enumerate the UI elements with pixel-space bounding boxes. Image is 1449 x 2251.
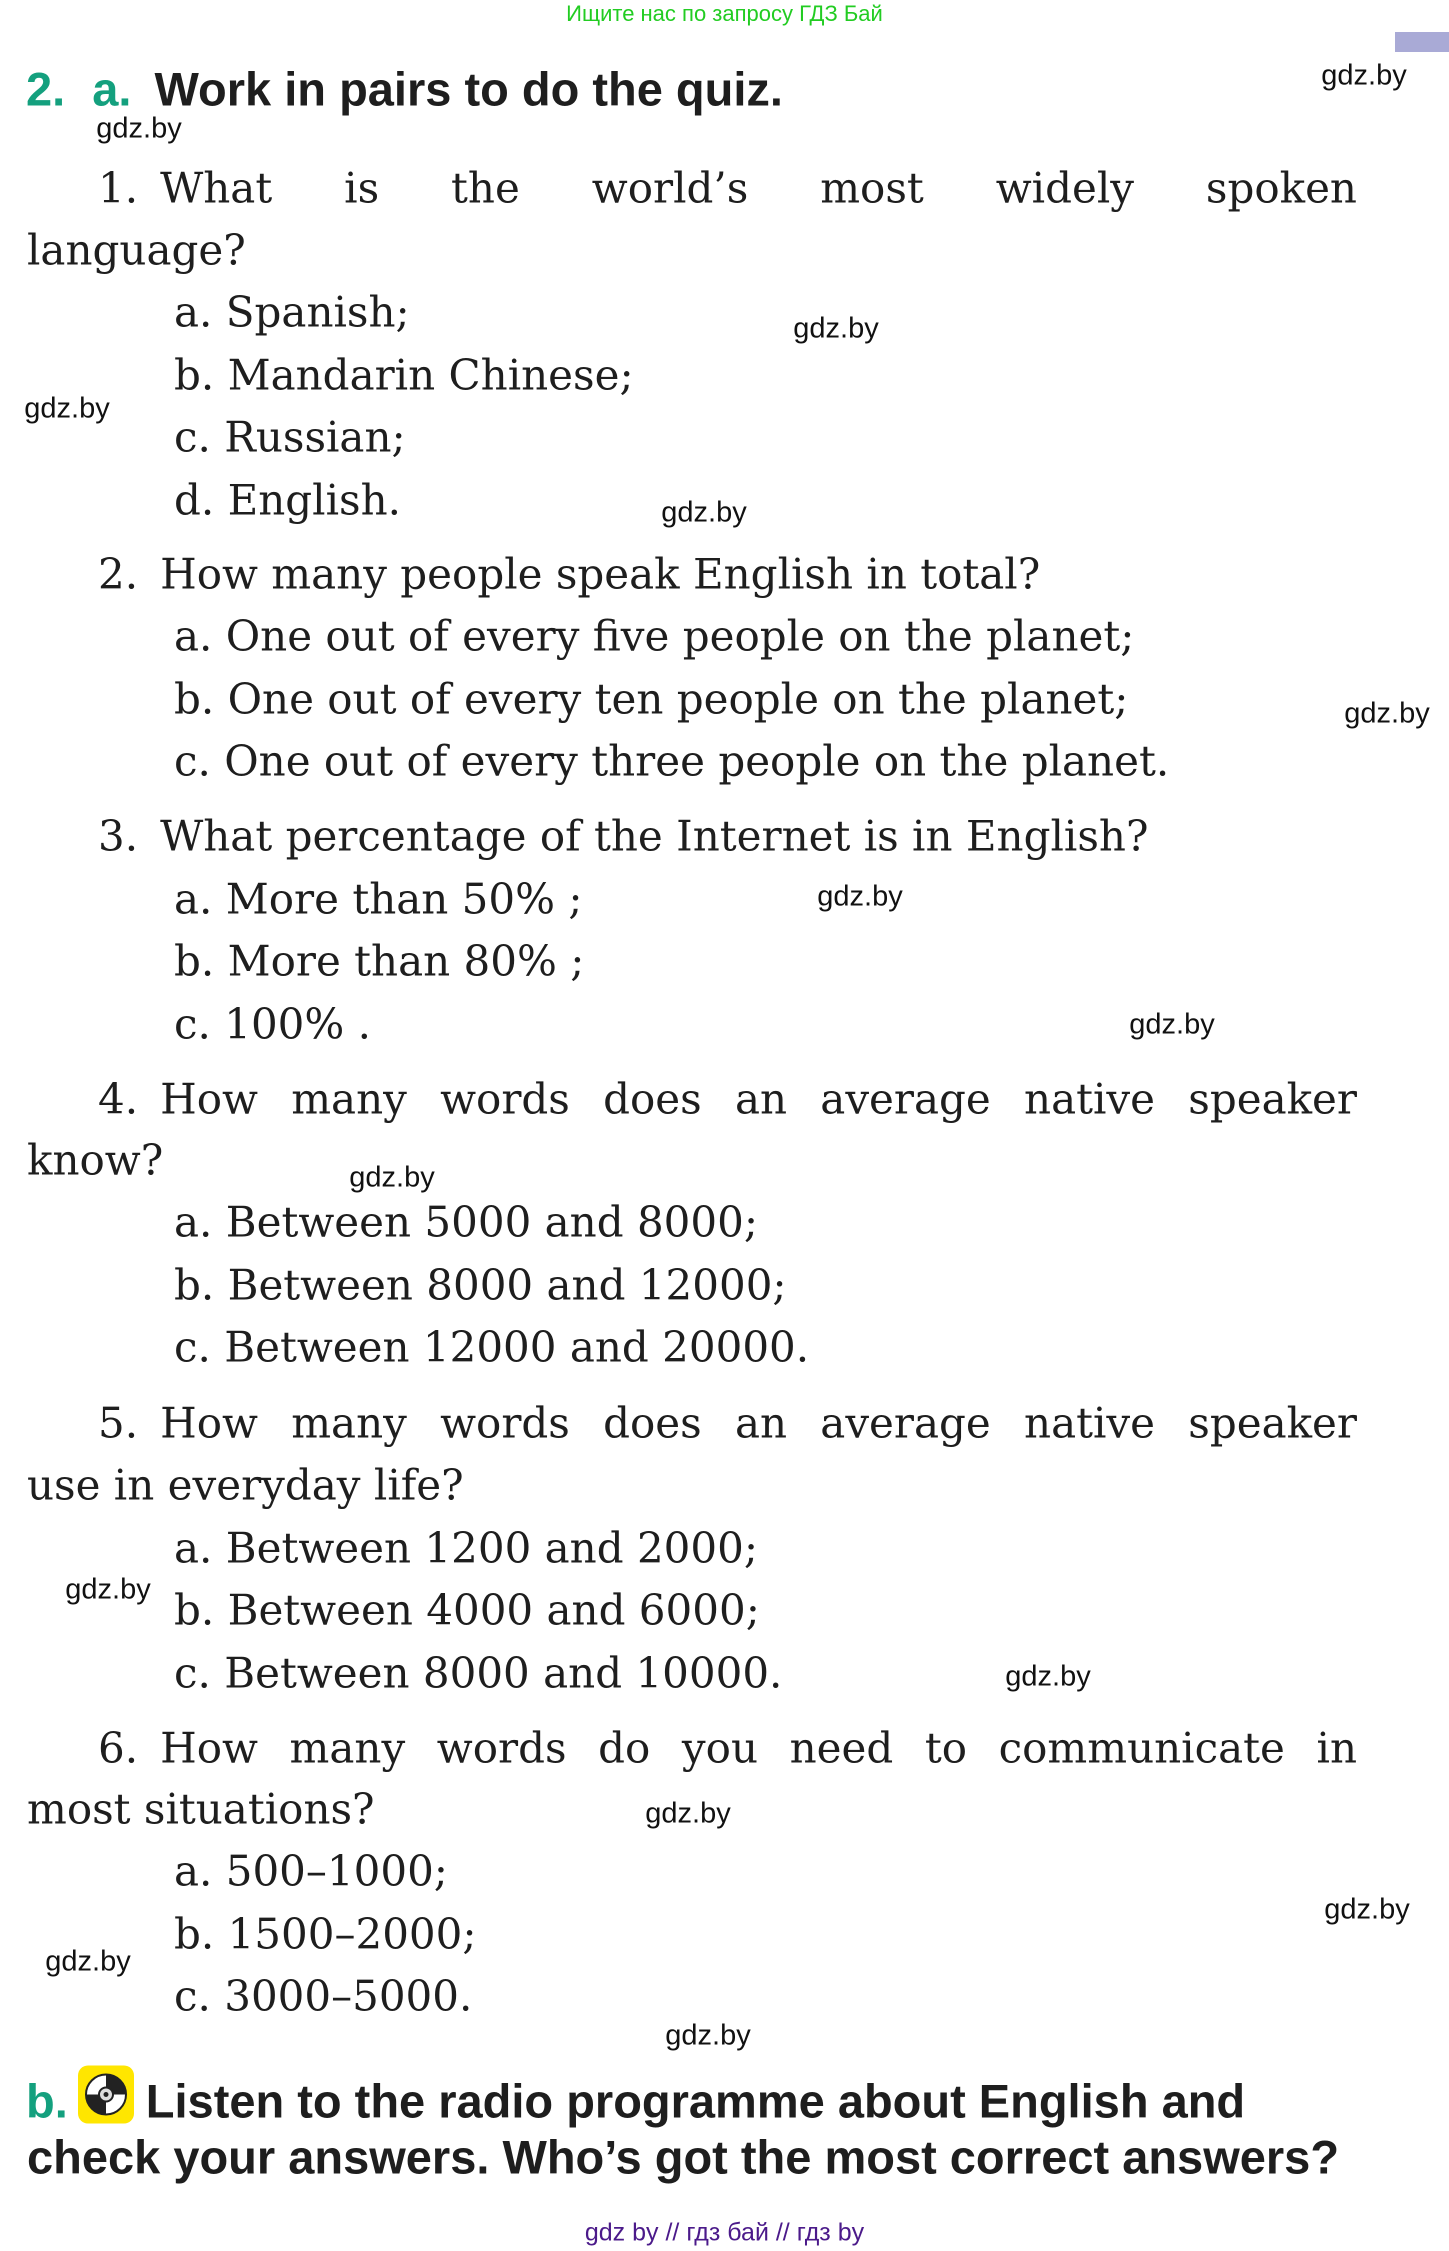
answer-option: d. English.	[174, 475, 402, 525]
part-a-instruction: Work in pairs to do the quiz.	[154, 62, 783, 116]
question-text-continued: most situations?	[27, 1784, 375, 1834]
answer-option: a. More than 50% ;	[174, 874, 583, 924]
part-a-letter: a.	[92, 62, 132, 116]
answer-option: c. Between 12000 and 20000.	[174, 1322, 810, 1372]
question-number: 1.	[98, 163, 139, 213]
watermark: gdz.by	[645, 1797, 731, 1830]
answer-option: b. Between 4000 and 6000;	[174, 1585, 760, 1635]
question-number: 5.	[98, 1398, 139, 1448]
question-number: 6.	[98, 1723, 139, 1773]
answer-option: c. Russian;	[174, 412, 406, 462]
question-text: What is the world’s most widely spoken	[160, 163, 1357, 213]
exercise-heading-a	[26, 62, 783, 117]
part-b-line2: check your answers. Who’s got the most correct answers?	[27, 2130, 1340, 2184]
corner-tab	[1395, 32, 1449, 52]
question-text: How many words do you need to communicate in	[160, 1723, 1357, 1773]
answer-option: b. Between 8000 and 12000;	[174, 1260, 787, 1310]
watermark: gdz.by	[817, 880, 903, 913]
question-text-continued: use in everyday life?	[27, 1460, 464, 1510]
question-5	[98, 1399, 1357, 1448]
answer-option: a. Spanish;	[174, 287, 410, 337]
watermark: gdz.by	[96, 112, 182, 145]
answer-option: b. One out of every ten people on the planet;	[174, 674, 1129, 724]
watermark: gdz.by	[1344, 697, 1430, 730]
exercise-number: 2.	[26, 62, 66, 116]
answer-option: c. 3000–5000.	[174, 1971, 473, 2021]
answer-option: c. One out of every three people on the planet.	[174, 736, 1170, 786]
watermark: gdz.by	[665, 2019, 751, 2052]
question-text-continued: know?	[27, 1135, 164, 1185]
watermark: gdz.by	[793, 312, 879, 345]
question-text: What percentage of the Internet is in English?	[160, 811, 1149, 861]
answer-option: a. One out of every five people on the planet;	[174, 611, 1135, 661]
question-text: How many people speak English in total?	[160, 549, 1041, 599]
watermark: gdz.by	[349, 1161, 435, 1194]
watermark: gdz.by	[661, 496, 747, 529]
watermark: gdz.by	[1005, 1660, 1091, 1693]
watermark: gdz.by	[1324, 1893, 1410, 1926]
top-search-note: Ищите нас по запросу ГДЗ Бай	[566, 1, 883, 26]
footer-links: gdz by // гдз бай // гдз by	[584, 2218, 865, 2247]
question-4	[98, 1075, 1357, 1124]
part-b-letter: b.	[26, 2074, 68, 2128]
question-number: 3.	[98, 811, 139, 861]
question-text-continued: language?	[27, 225, 246, 275]
question-text: How many words does an average native speaker	[160, 1074, 1357, 1124]
question-text: How many words does an average native speaker	[160, 1398, 1357, 1448]
question-3	[98, 812, 1148, 861]
answer-option: c. 100% .	[174, 999, 371, 1049]
part-b-line1: Listen to the radio programme about English and	[145, 2074, 1246, 2128]
answer-option: b. 1500–2000;	[174, 1909, 477, 1959]
answer-option: a. 500–1000;	[174, 1846, 448, 1896]
watermark: gdz.by	[1129, 1008, 1215, 1041]
question-6	[98, 1724, 1357, 1773]
answer-option: c. Between 8000 and 10000.	[174, 1648, 783, 1698]
watermark: gdz.by	[65, 1573, 151, 1606]
watermark: gdz.by	[24, 392, 110, 425]
answer-option: b. Mandarin Chinese;	[174, 350, 634, 400]
answer-option: a. Between 5000 and 8000;	[174, 1197, 759, 1247]
watermark: gdz.by	[45, 1945, 131, 1978]
question-2	[98, 550, 1040, 599]
answer-option: a. Between 1200 and 2000;	[174, 1523, 759, 1573]
exercise-heading-b	[26, 2066, 1245, 2129]
watermark: gdz.by	[1321, 59, 1407, 92]
cd-audio-icon	[78, 2066, 134, 2124]
question-number: 2.	[98, 549, 139, 599]
question-1	[98, 164, 1357, 213]
question-number: 4.	[98, 1074, 139, 1124]
answer-option: b. More than 80% ;	[174, 936, 585, 986]
